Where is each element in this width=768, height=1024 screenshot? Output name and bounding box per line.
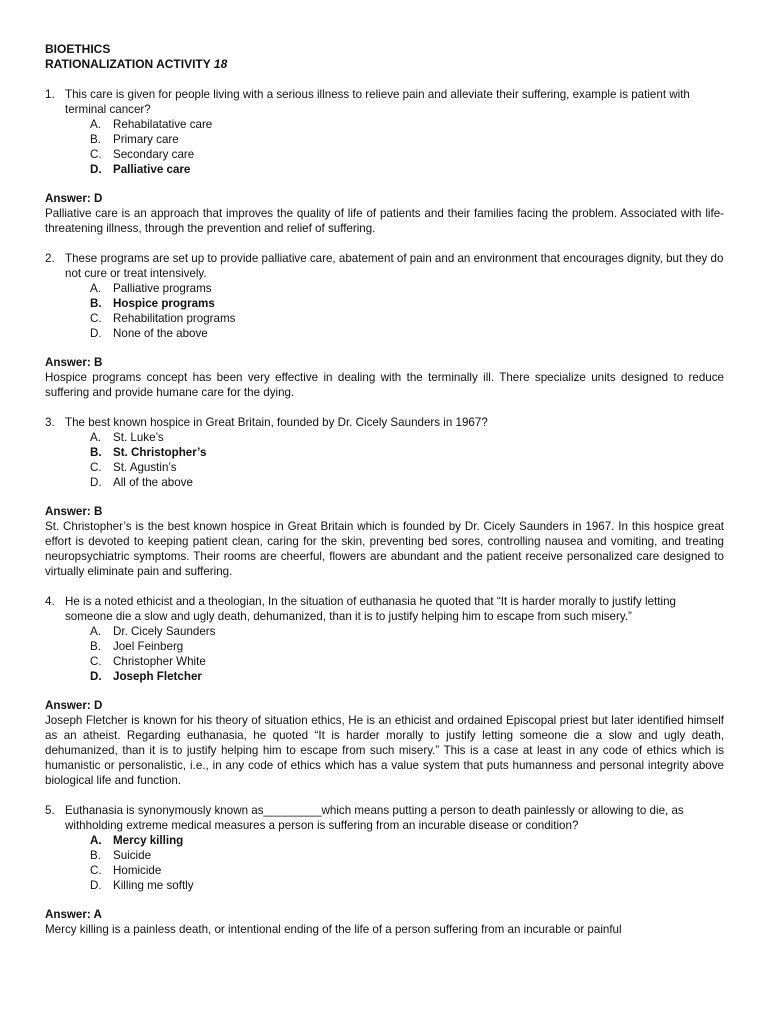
option-letter: A. — [90, 834, 102, 847]
option-text: Joel Feinberg — [113, 640, 184, 653]
option-letter: D. — [90, 670, 102, 683]
option — [90, 624, 724, 639]
option-text: St. Christopher’s — [113, 446, 207, 459]
option-text: Secondary care — [113, 148, 195, 161]
option-letter: A. — [90, 282, 101, 295]
answer-explanation: Joseph Fletcher is known for his theory of situation ethics, He is an ethicist and ordained Episcopal priest but later identified himself as an atheist. Regarding euthanasia, he quoted “It is harder morally to justify letting someone die a slow and ugly death, dehumanized, than it is to justify helping him to escape from such misery.” This is a case at least in any code of ethics which is humanistic or personalistic, i.e., in any code of ethics which has a value system that puts humanness and personal integrity above biological life and function. — [45, 714, 724, 787]
answer-label: Answer: B — [45, 505, 103, 518]
answer-block — [45, 191, 724, 236]
answer-block — [45, 907, 724, 937]
option — [90, 863, 724, 878]
option — [90, 281, 724, 296]
option-list — [90, 430, 724, 490]
option — [90, 311, 724, 326]
option-list — [90, 117, 724, 177]
option-text: None of the above — [113, 327, 208, 340]
option-letter: A. — [90, 431, 101, 444]
activity-heading — [45, 57, 724, 72]
question-list — [45, 87, 724, 937]
option-list — [90, 624, 724, 684]
answer-label: Answer: A — [45, 908, 102, 921]
option — [90, 654, 724, 669]
option-correct — [90, 445, 724, 460]
option-text: All of the above — [113, 476, 193, 489]
option-correct — [90, 833, 724, 848]
answer-block — [45, 698, 724, 788]
question-row — [45, 87, 724, 117]
option-letter: A. — [90, 118, 101, 131]
option-letter: A. — [90, 625, 101, 638]
option-letter: C. — [90, 655, 102, 668]
question-row — [45, 251, 724, 281]
answer-label: Answer: D — [45, 699, 103, 712]
option-text: Palliative care — [113, 163, 191, 176]
option — [90, 132, 724, 147]
option-letter: C. — [90, 148, 102, 161]
option-text: Rehabilatative care — [113, 118, 213, 131]
question-number: 2. — [45, 252, 55, 265]
option-list — [90, 281, 724, 341]
option-text: St. Agustin’s — [113, 461, 177, 474]
option-text: Homicide — [113, 864, 162, 877]
option-letter: B. — [90, 297, 102, 310]
option-text: Suicide — [113, 849, 152, 862]
question-block — [45, 803, 724, 937]
question-text: He is a noted ethicist and a theologian, In the situation of euthanasia he quoted that “It is harder morally to justify letting someone die a slow and ugly death, dehumanized, than it is to justify helping him to escape from such misery.” — [65, 595, 676, 623]
option-letter: B. — [90, 446, 102, 459]
option — [90, 878, 724, 893]
option-text: Killing me softly — [113, 879, 194, 892]
option — [90, 848, 724, 863]
option-letter: C. — [90, 312, 102, 325]
question-text: This care is given for people living with a serious illness to relieve pain and alleviate their suffering, example is patient with terminal cancer? — [65, 88, 690, 116]
question-text: The best known hospice in Great Britain, founded by Dr. Cicely Saunders in 1967? — [65, 416, 488, 429]
option-correct — [90, 162, 724, 177]
question-block — [45, 87, 724, 236]
option-letter: B. — [90, 133, 101, 146]
question-row — [45, 415, 724, 430]
answer-explanation: St. Christopher’s is the best known hospice in Great Britain which is founded by Dr. Cicely Saunders in 1967. In this hospice great effort is devoted to keeping patient clean, caring for the skin, preventing bed sores, controlling nausea and vomiting, and treating neuropsychiatric symptoms. Their rooms are cheerful, flowers are abundant and the patient receive personalized care designed to virtually eliminate pain and suffering. — [45, 520, 724, 578]
option-letter: C. — [90, 461, 102, 474]
document-title — [45, 42, 724, 72]
answer-label: Answer: B — [45, 356, 103, 369]
answer-explanation: Palliative care is an approach that improves the quality of life of patients and their families facing the problem. Associated with life-threatening illness, through the prevention and relief of suffering. — [45, 207, 724, 235]
option-text: Joseph Fletcher — [113, 670, 202, 683]
answer-explanation: Mercy killing is a painless death, or intentional ending of the life of a person suffering from an incurable or painful — [45, 923, 622, 936]
option-correct — [90, 669, 724, 684]
question-row — [45, 803, 724, 833]
answer-block — [45, 504, 724, 579]
option-list — [90, 833, 724, 893]
option-text: Mercy killing — [113, 834, 184, 847]
option-text: Hospice programs — [113, 297, 215, 310]
question-row — [45, 594, 724, 624]
option-text: Rehabilitation programs — [113, 312, 236, 325]
option-letter: D. — [90, 476, 102, 489]
option — [90, 326, 724, 341]
option-text: Primary care — [113, 133, 179, 146]
option-correct — [90, 296, 724, 311]
question-block — [45, 415, 724, 579]
question-block — [45, 251, 724, 400]
option — [90, 147, 724, 162]
subject-heading: BIOETHICS — [45, 42, 111, 56]
question-block — [45, 594, 724, 788]
question-text: Euthanasia is synonymously known as_________which means putting a person to death painlessly or allowing to die, as withholding extreme medical measures a person is suffering from an incurable disease or condition? — [65, 804, 684, 832]
option — [90, 460, 724, 475]
option — [90, 117, 724, 132]
answer-label: Answer: D — [45, 192, 103, 205]
option-text: Christopher White — [113, 655, 206, 668]
option-text: Palliative programs — [113, 282, 212, 295]
option — [90, 475, 724, 490]
option — [90, 430, 724, 445]
answer-explanation: Hospice programs concept has been very effective in dealing with the terminally ill. There specialize units designed to reduce suffering and provide humane care for the dying. — [45, 371, 724, 399]
option-letter: D. — [90, 879, 102, 892]
question-number: 1. — [45, 88, 55, 101]
option-letter: C. — [90, 864, 102, 877]
option-letter: B. — [90, 640, 101, 653]
question-number: 3. — [45, 416, 55, 429]
answer-block — [45, 355, 724, 400]
option-letter: B. — [90, 849, 101, 862]
activity-number: 18 — [213, 57, 228, 71]
question-text: These programs are set up to provide palliative care, abatement of pain and an environment that encourages dignity, but they do not cure or treat intensively. — [65, 252, 724, 280]
option — [90, 639, 724, 654]
option-letter: D. — [90, 163, 102, 176]
activity-prefix: RATIONALIZATION ACTIVITY — [45, 57, 211, 71]
option-text: St. Luke’s — [113, 431, 164, 444]
question-number: 5. — [45, 804, 55, 817]
option-text: Dr. Cicely Saunders — [113, 625, 216, 638]
option-letter: D. — [90, 327, 102, 340]
question-number: 4. — [45, 595, 55, 608]
